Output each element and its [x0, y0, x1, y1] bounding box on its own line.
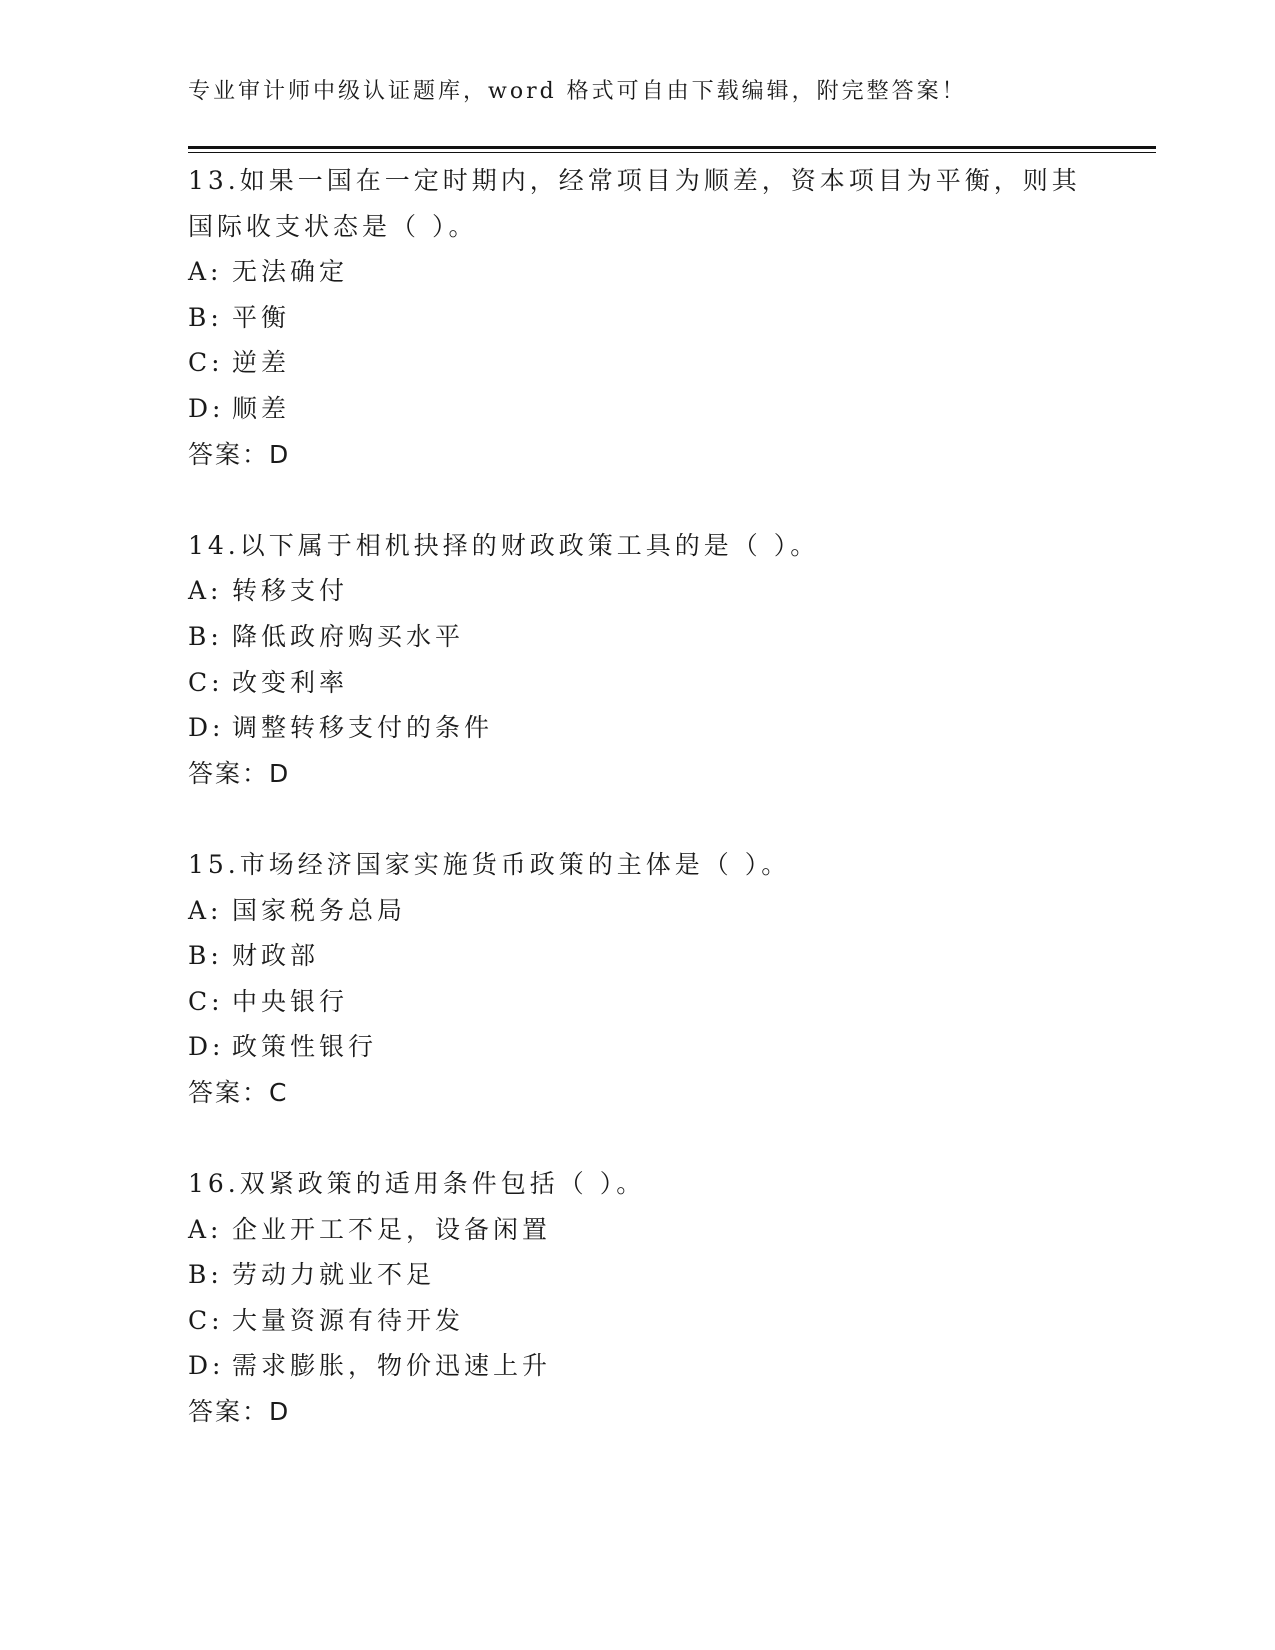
answer-line: 答案：D	[188, 439, 291, 469]
option-key: B:	[188, 1260, 223, 1290]
option-key: B:	[188, 302, 223, 332]
answer-line: 答案：D	[188, 1397, 291, 1427]
option-c	[188, 340, 1148, 386]
spacer	[188, 1115, 1148, 1161]
question-14	[188, 523, 1148, 797]
question-stem: 14.以下属于相机抉择的财政政策工具的是（ ）。	[188, 530, 820, 560]
option-b	[188, 614, 1148, 660]
option-text: 需求膨胀，物价迅速上升	[232, 1351, 552, 1381]
option-d	[188, 705, 1148, 751]
answer-line: 答案：C	[188, 1077, 289, 1107]
question-stem-continued: 国际收支状态是（ ）。	[188, 211, 478, 241]
spacer	[188, 796, 1148, 842]
option-text: 平衡	[232, 302, 291, 332]
option-key: D:	[188, 713, 225, 743]
question-15	[188, 842, 1148, 1116]
option-b	[188, 1252, 1148, 1298]
option-key: B:	[188, 621, 223, 651]
option-c	[188, 1298, 1148, 1344]
question-13	[188, 158, 1148, 477]
option-b	[188, 295, 1148, 341]
option-text: 降低政府购买水平	[232, 621, 465, 651]
option-c	[188, 660, 1148, 706]
option-key: C:	[188, 986, 224, 1016]
option-text: 企业开工不足，设备闲置	[232, 1214, 552, 1244]
option-text: 中央银行	[232, 986, 349, 1016]
question-stem: 16.双紧政策的适用条件包括（ ）。	[188, 1169, 646, 1199]
option-text: 政策性银行	[232, 1032, 378, 1062]
question-list	[188, 158, 1148, 1435]
option-text: 财政部	[232, 941, 320, 971]
option-text: 逆差	[232, 348, 291, 378]
option-text: 转移支付	[232, 576, 349, 606]
option-key: A:	[188, 895, 223, 925]
option-a	[188, 249, 1148, 295]
option-key: C:	[188, 667, 224, 697]
question-stem: 13.如果一国在一定时期内，经常项目为顺差，资本项目为平衡，则其	[188, 166, 1081, 195]
option-key: D:	[188, 393, 225, 423]
option-key: C:	[188, 1305, 224, 1335]
question-16	[188, 1161, 1148, 1435]
option-text: 劳动力就业不足	[232, 1260, 436, 1290]
option-b	[188, 933, 1148, 979]
option-d	[188, 1343, 1148, 1389]
header-rule-thick	[188, 146, 1156, 149]
option-key: D:	[188, 1032, 225, 1062]
option-key: A:	[188, 576, 223, 606]
question-stem: 15.市场经济国家实施货币政策的主体是（ ）。	[188, 849, 791, 879]
option-text: 调整转移支付的条件	[232, 713, 494, 743]
option-a	[188, 1207, 1148, 1253]
option-text: 顺差	[232, 393, 291, 423]
option-key: B:	[188, 941, 223, 971]
option-text: 改变利率	[232, 667, 349, 697]
option-d	[188, 386, 1148, 432]
option-key: A:	[188, 1214, 223, 1244]
option-text: 国家税务总局	[232, 895, 407, 925]
spacer	[188, 477, 1148, 523]
header-rule-thin	[188, 152, 1156, 153]
option-key: D:	[188, 1351, 225, 1381]
option-c	[188, 979, 1148, 1025]
option-key: C:	[188, 348, 224, 378]
option-a	[188, 888, 1148, 934]
answer-line: 答案：D	[188, 758, 291, 788]
option-text: 无法确定	[232, 257, 349, 287]
option-text: 大量资源有待开发	[232, 1305, 465, 1335]
page-header: 专业审计师中级认证题库，word 格式可自由下载编辑，附完整答案！	[188, 79, 967, 104]
option-key: A:	[188, 257, 223, 287]
option-d	[188, 1024, 1148, 1070]
option-a	[188, 568, 1148, 614]
